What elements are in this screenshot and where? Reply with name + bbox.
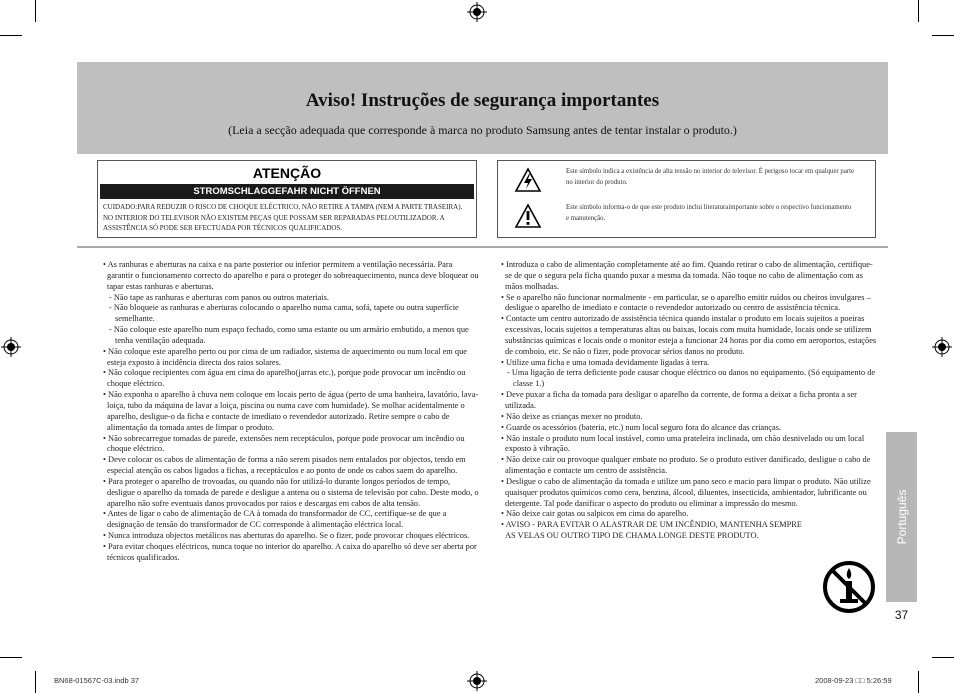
crop-mark	[35, 0, 36, 22]
list-item: • AVISO - PARA EVITAR O ALASTRAR DE UM INCÊNDIO, MANTENHA SEMPRE AS VELAS OU OUTRO TIPO DE CHAMA LONGE DESTE PRODUTO.	[501, 520, 802, 541]
list-item: • Não exponha o aparelho à chuva nem coloque em locais perto de água (perto de uma banheira, lavatório, lava-loiça, tubo da máquina de lavar a loiça, piscina ou numa cave com humidade). Se molhar acidentalmente o aparelho, desligue-o da ficha e contacte de imediato o revendedor autorizado. Retire sempre o cabo de alimentação da tomada antes de limpar o produto.	[103, 390, 479, 432]
voltage-symbol-text: Este símbolo indica a existência de alta tensão no interior do televisor. É perigoso tocar em qualquer parte no interior do produto.	[566, 168, 855, 186]
list-item: • As ranhuras e aberturas na caixa e na parte posterior ou inferior permitem a ventilação necessária. Para garantir o funcionamento correcto do aparelho e para o proteger do sobreaquecimento, nunca deve bloquear ou tapar estas ranhuras e aberturas.	[103, 260, 479, 291]
page-number: 37	[894, 608, 909, 622]
crop-mark	[932, 657, 954, 658]
list-item: • Não sobrecarregue tomadas de parede, extensões nem receptáculos, porque pode provocar um incêndio ou choque eléctrico.	[103, 433, 465, 454]
footer-file: BN68-01567C-03.indb 37	[54, 676, 140, 685]
crop-mark	[35, 671, 36, 693]
crop-mark	[918, 0, 919, 22]
caution-text: CUIDADO:PARA REDUZIR O RISCO DE CHOQUE ELÉCTRICO, NÃO RETIRE A TAMPA (NEM A PARTE TRASEIRA). NO INTERIOR DO TELEVISOR NÃO EXISTEM PEÇAS QUE POSSAM SER REPARADAS PELOUTILIZADOR. A ASSISTÊNCIA SÓ PODE SER EFECTUADA POR TÉCNICOS QUALIFICADOS.	[103, 203, 463, 232]
list-item: • Desligue o cabo de alimentação da tomada e utilize um pano seco e macio para limpar o produto. Não utilize quaisquer produtos químicos como cera, benzina, álcool, diluentes, insecticida, ambientador, lubrificante ou detergente. Tal pode danificar o aspecto do produto ou eliminar a impressão do mesmo.	[501, 476, 871, 508]
right-column	[501, 260, 877, 542]
list-item: • Não instale o produto num local instável, como uma prateleira inclinada, um chão desnivelado ou um local exposto à vibração.	[501, 433, 865, 454]
list-item: • Antes de ligar o cabo de alimentação de CA à tomada do transformador de CC, certifique-se de que a designação de tensão do transformador de CC corresponde à alimentação eléctrica local.	[103, 509, 447, 530]
exclamation-warning-icon	[514, 203, 542, 229]
crop-mark	[932, 35, 954, 36]
info-symbol-text: Este símbolo informa-o de que este produto inclui literaturaimportante sobre o respectivo funcionamento e manutenção.	[566, 204, 852, 222]
page-title: Aviso! Instruções de segurança importantes	[305, 90, 660, 111]
registration-mark-icon	[1, 337, 21, 357]
list-item: • Guarde os acessórios (bateria, etc.) num local seguro fora do alcance das crianças.	[501, 422, 782, 432]
crop-mark	[0, 35, 22, 36]
crop-mark	[0, 657, 22, 658]
list-item: • Não deixe cair gotas ou salpicos em cima do aparelho.	[501, 509, 689, 519]
caution-box	[97, 160, 477, 238]
header-band	[77, 62, 888, 154]
registration-mark-icon	[932, 337, 952, 357]
caution-title: ATENÇÃO	[252, 165, 322, 181]
registration-mark-icon	[467, 671, 487, 691]
list-item: • Utilize uma ficha e uma tomada devidamente ligadas à terra.	[501, 357, 710, 367]
left-column	[103, 260, 479, 564]
footer-date: 2008-09-23 □□ 5:26:59	[815, 676, 892, 685]
list-item: • Não coloque este aparelho perto ou por cima de um radiador, sistema de aquecimento ou num local em que esteja exposto à incidência directa dos raios solares.	[103, 346, 467, 367]
caution-warning-bar: STROMSCHLAGGEFAHR NICHT ÖFFNEN	[100, 184, 474, 199]
language-tab	[886, 432, 917, 602]
list-subitem: - Não coloque este aparelho num espaço fechado, como uma estante ou um armário embutido, a menos que tenha ventilação adequada.	[109, 325, 469, 345]
language-label: Português	[894, 489, 909, 545]
list-item: • Se o aparelho não funcionar normalmente - em particular, se o aparelho emitir ruídos ou cheiros invulgares – desligue o aparelho de imediato e contacte o revendedor autorizado ou centro de assistência técnica.	[501, 292, 871, 313]
list-subitem: - Não bloqueie as ranhuras e aberturas colocando o aparelho numa cama, sofá, tapete ou outra superfície semelhante.	[109, 303, 459, 324]
symbols-box	[497, 160, 876, 238]
list-item: • Introduza o cabo de alimentação completamente até ao fim. Quando retirar o cabo de alimentação, certifique-se de que o segura pela ficha quando puxar a mesma da tomada. Não toque no cabo de alimentação com as mãos molhadas.	[501, 260, 873, 291]
list-subitem: - Uma ligação de terra deficiente pode causar choque eléctrico ou danos no equipamento. (Só equipamento de classe 1.)	[507, 368, 876, 389]
list-item: • Não coloque recipientes com água em cima do aparelho(jarras etc.), porque pode provocar um incêndio ou choque eléctrico.	[103, 368, 466, 389]
list-item: • Deve colocar os cabos de alimentação de forma a não serem pisados nem entalados por objectos, tendo em especial atenção os cabos ligados a fichas, a receptáculos e ao ponto de onde os cabos saem do aparelho.	[103, 455, 466, 476]
crop-mark	[918, 671, 919, 693]
no-candle-icon	[822, 560, 876, 614]
list-subitem: - Não tape as ranhuras e aberturas com panos ou outros materiais.	[109, 292, 329, 302]
list-item: • Nunca introduza objectos metálicos nas aberturas do aparelho. Se o fizer, pode provocar choques eléctricos.	[103, 531, 470, 541]
registration-mark-icon	[467, 2, 487, 22]
list-item: • Não deixe cair ou provoque qualquer embate no produto. Se o produto estiver danificado, desligue o cabo de alimentação e contacte um centro de assistência.	[501, 455, 871, 476]
list-item: • Para proteger o aparelho de trovoadas, ou quando não for utilizá-lo durante longos períodos de tempo, desligue o aparelho da tomada de parede e desligue a antena ou o sistema de televisão por cabo. Deste modo, o aparelho não sofre eventuais danos provocados por raios e descargas em cabos de alta tensão.	[103, 476, 479, 508]
list-item: • Contacte um centro autorizado de assistência técnica quando instalar o produto em locais sujeitos a poeiras excessivas, locais sujeitos a temperaturas altas ou baixas, locais com muita humidade, locais onde se utilizem substâncias químicas e locais onde o monitor esteja a funcionar 24 horas por dia como em aeroportos, estações de comboio, etc. Se não o fizer, pode provocar sérios danos no produto.	[501, 314, 877, 356]
list-item: • Deve puxar a ficha da tomada para desligar o aparelho da corrente, de forma a deixar a ficha pronta a ser utilizada.	[501, 390, 857, 410]
list-item: • Para evitar choques eléctricos, nunca toque no interior do aparelho. A caixa do aparelho só deve ser aberta por técnicos qualificados.	[103, 541, 477, 562]
list-item: • Não deixe as crianças mexer no produto.	[501, 411, 643, 421]
high-voltage-icon	[514, 167, 542, 193]
page-subtitle: (Leia a secção adequada que corresponde à marca no produto Samsung antes de tentar instalar o produto.)	[228, 123, 737, 137]
section-divider	[77, 246, 888, 248]
